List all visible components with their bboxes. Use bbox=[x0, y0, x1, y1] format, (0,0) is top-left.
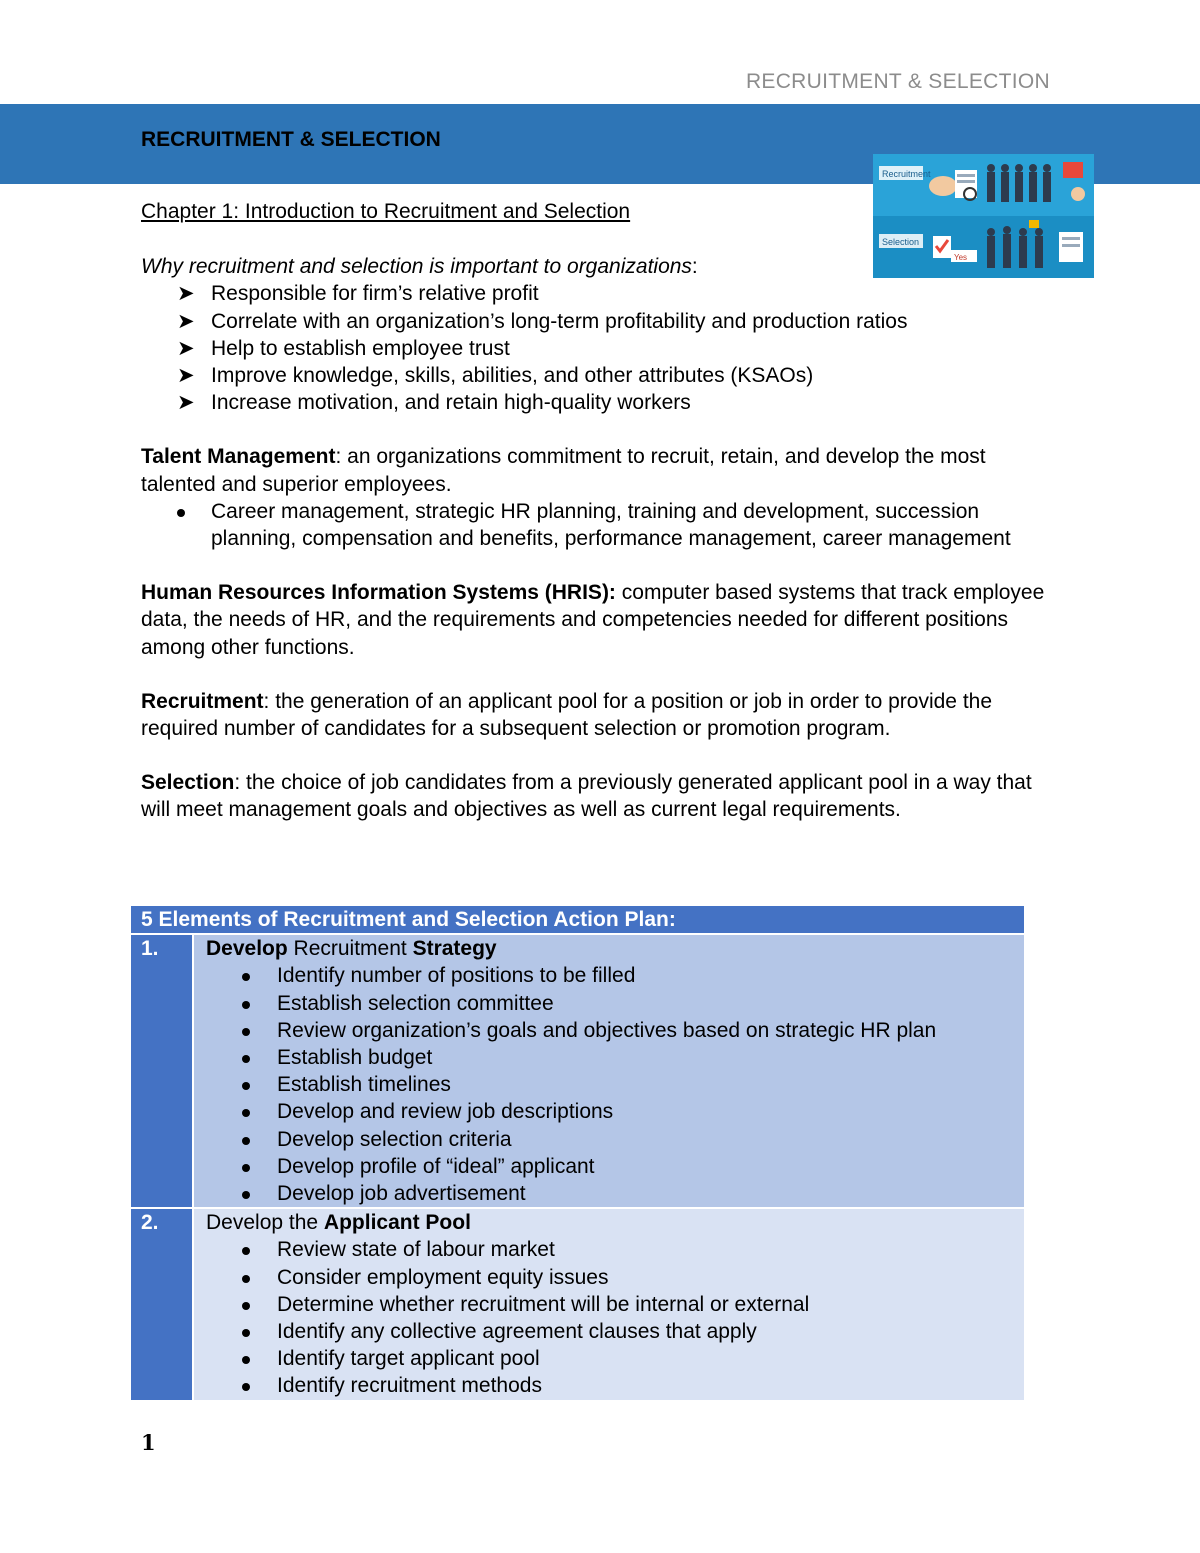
row-items bbox=[206, 962, 1024, 1207]
illustration-label-bottom: Selection bbox=[882, 237, 920, 247]
list-item bbox=[240, 1372, 1024, 1399]
table-row bbox=[131, 1208, 1024, 1400]
row-content bbox=[193, 1208, 1024, 1400]
list-item-text: Develop and review job descriptions bbox=[277, 1100, 614, 1124]
list-item-text: Career management, strategic HR planning, training and development, succession planning, compensation and benefits, performance management, career management bbox=[211, 499, 1011, 551]
talent-management-term: Talent Management bbox=[141, 445, 336, 469]
bullet-icon bbox=[242, 1055, 250, 1063]
hris-text: computer based systems that track employee data, the needs of HR, and the requirements and competencies needed for different positions among other functions. bbox=[141, 581, 1045, 659]
hris-term: Human Resources Information Systems (HRIS): bbox=[141, 581, 616, 605]
list-item bbox=[177, 308, 1061, 335]
list-item-text: Responsible for firm’s relative profit bbox=[211, 282, 539, 306]
arrow-bullet-icon: ➤ bbox=[177, 336, 195, 360]
row-items bbox=[206, 1236, 1024, 1399]
bullet-icon bbox=[242, 1109, 250, 1117]
list-item bbox=[240, 1098, 1024, 1125]
list-item-text: Establish budget bbox=[277, 1046, 433, 1070]
list-item-text: Improve knowledge, skills, abilities, and other attributes (KSAOs) bbox=[211, 364, 814, 388]
recruitment-text: : the generation of an applicant pool for a position or job in order to provide the required number of candidates for a subsequent selection or promotion program. bbox=[141, 689, 993, 741]
list-item-text: Review organization’s goals and objectives based on strategic HR plan bbox=[277, 1018, 937, 1042]
row-content bbox=[193, 934, 1024, 1208]
list-item-text: Identify recruitment methods bbox=[277, 1374, 542, 1398]
list-item-text: Develop selection criteria bbox=[277, 1127, 512, 1151]
list-item-text: Develop profile of “ideal” applicant bbox=[277, 1154, 595, 1178]
action-plan-heading: 5 Elements of Recruitment and Selection Action Plan: bbox=[131, 906, 1024, 934]
bullet-icon bbox=[177, 509, 185, 517]
page-number: 1 bbox=[141, 1430, 156, 1455]
importance-intro bbox=[141, 253, 1061, 280]
arrow-bullet-icon: ➤ bbox=[177, 364, 195, 388]
selection-text: : the choice of job candidates from a previously generated applicant pool in a way that will meet management goals and objectives as well as current legal requirements. bbox=[141, 771, 1032, 822]
bullet-icon bbox=[242, 1028, 250, 1036]
list-item-text: Consider employment equity issues bbox=[277, 1265, 609, 1289]
bullet-icon bbox=[242, 1356, 250, 1364]
recruitment-term: Recruitment bbox=[141, 689, 264, 713]
arrow-bullet-icon: ➤ bbox=[177, 391, 195, 415]
row-title bbox=[206, 1209, 1024, 1236]
list-item bbox=[240, 1180, 1024, 1207]
list-item bbox=[240, 1236, 1024, 1263]
list-item bbox=[177, 335, 1061, 362]
bullet-icon bbox=[242, 1383, 250, 1391]
bullet-icon bbox=[242, 1164, 250, 1172]
talent-management-definition bbox=[141, 443, 1061, 497]
selection-term: Selection bbox=[141, 771, 235, 795]
banner-title: RECRUITMENT & SELECTION bbox=[141, 128, 441, 151]
list-item-text: Establish selection committee bbox=[277, 991, 554, 1015]
row-title-bold: Applicant Pool bbox=[323, 1211, 471, 1235]
bullet-icon bbox=[242, 1137, 250, 1145]
talent-management-text: : an organizations commitment to recruit, retain, and develop the most talented and superior employees. bbox=[141, 445, 986, 496]
list-item bbox=[177, 362, 1061, 389]
list-item bbox=[240, 1017, 1024, 1044]
list-item bbox=[240, 1126, 1024, 1153]
list-item bbox=[240, 990, 1024, 1017]
importance-intro-colon: : bbox=[691, 255, 698, 279]
list-item bbox=[240, 1264, 1024, 1291]
list-item bbox=[240, 1318, 1024, 1345]
illustration-label-top: Recruitment bbox=[882, 169, 931, 179]
list-item bbox=[177, 498, 1061, 552]
row-number: 2. bbox=[131, 1208, 193, 1400]
bullet-icon bbox=[242, 1302, 250, 1310]
list-item bbox=[177, 280, 1061, 307]
bullet-icon bbox=[242, 1275, 250, 1283]
list-item-text: Identify any collective agreement clauses that apply bbox=[277, 1320, 757, 1344]
list-item bbox=[240, 1044, 1024, 1071]
list-item bbox=[240, 1345, 1024, 1372]
illustration-badge: Yes bbox=[954, 253, 968, 262]
list-item-text: Correlate with an organization’s long-term profitability and production ratios bbox=[211, 309, 908, 333]
row-title bbox=[206, 935, 1024, 962]
bullet-icon bbox=[242, 973, 250, 981]
list-item bbox=[177, 389, 1061, 416]
document-body bbox=[141, 198, 1061, 824]
running-header: RECRUITMENT & SELECTION bbox=[745, 70, 1050, 93]
recruitment-definition bbox=[141, 688, 1061, 742]
list-item-text: Identify number of positions to be filled bbox=[277, 964, 636, 988]
list-item-text: Help to establish employee trust bbox=[211, 336, 510, 360]
arrow-bullet-icon: ➤ bbox=[177, 282, 195, 306]
list-item-text: Establish timelines bbox=[277, 1073, 451, 1097]
importance-intro-text: Why recruitment and selection is important to organizations bbox=[141, 255, 692, 279]
table-row bbox=[131, 934, 1024, 1208]
bullet-icon bbox=[242, 1247, 250, 1255]
arrow-bullet-icon: ➤ bbox=[177, 309, 195, 333]
list-item bbox=[240, 962, 1024, 989]
list-item-text: Develop job advertisement bbox=[277, 1182, 526, 1206]
list-item bbox=[240, 1291, 1024, 1318]
importance-list bbox=[141, 280, 1061, 416]
row-number: 1. bbox=[131, 934, 193, 1208]
selection-definition bbox=[141, 769, 1061, 823]
action-plan-table bbox=[131, 906, 1024, 1402]
bullet-icon bbox=[242, 1329, 250, 1337]
chapter-title: Chapter 1: Introduction to Recruitment and Selection bbox=[141, 200, 631, 223]
list-item bbox=[240, 1071, 1024, 1098]
hris-definition bbox=[141, 579, 1061, 661]
list-item-text: Increase motivation, and retain high-quality workers bbox=[211, 391, 691, 415]
bullet-icon bbox=[242, 1191, 250, 1199]
list-item-text: Determine whether recruitment will be internal or external bbox=[277, 1292, 810, 1316]
row-title-bold: Strategy bbox=[412, 937, 497, 961]
bullet-icon bbox=[242, 1001, 250, 1009]
bullet-icon bbox=[242, 1082, 250, 1090]
list-item-text: Identify target applicant pool bbox=[277, 1347, 540, 1371]
list-item bbox=[240, 1153, 1024, 1180]
row-title-text: Recruitment bbox=[287, 937, 413, 961]
list-item-text: Review state of labour market bbox=[277, 1238, 555, 1262]
talent-management-list bbox=[141, 498, 1061, 552]
row-title-bold: Develop bbox=[206, 937, 288, 961]
row-title-text: Develop the bbox=[206, 1211, 324, 1235]
